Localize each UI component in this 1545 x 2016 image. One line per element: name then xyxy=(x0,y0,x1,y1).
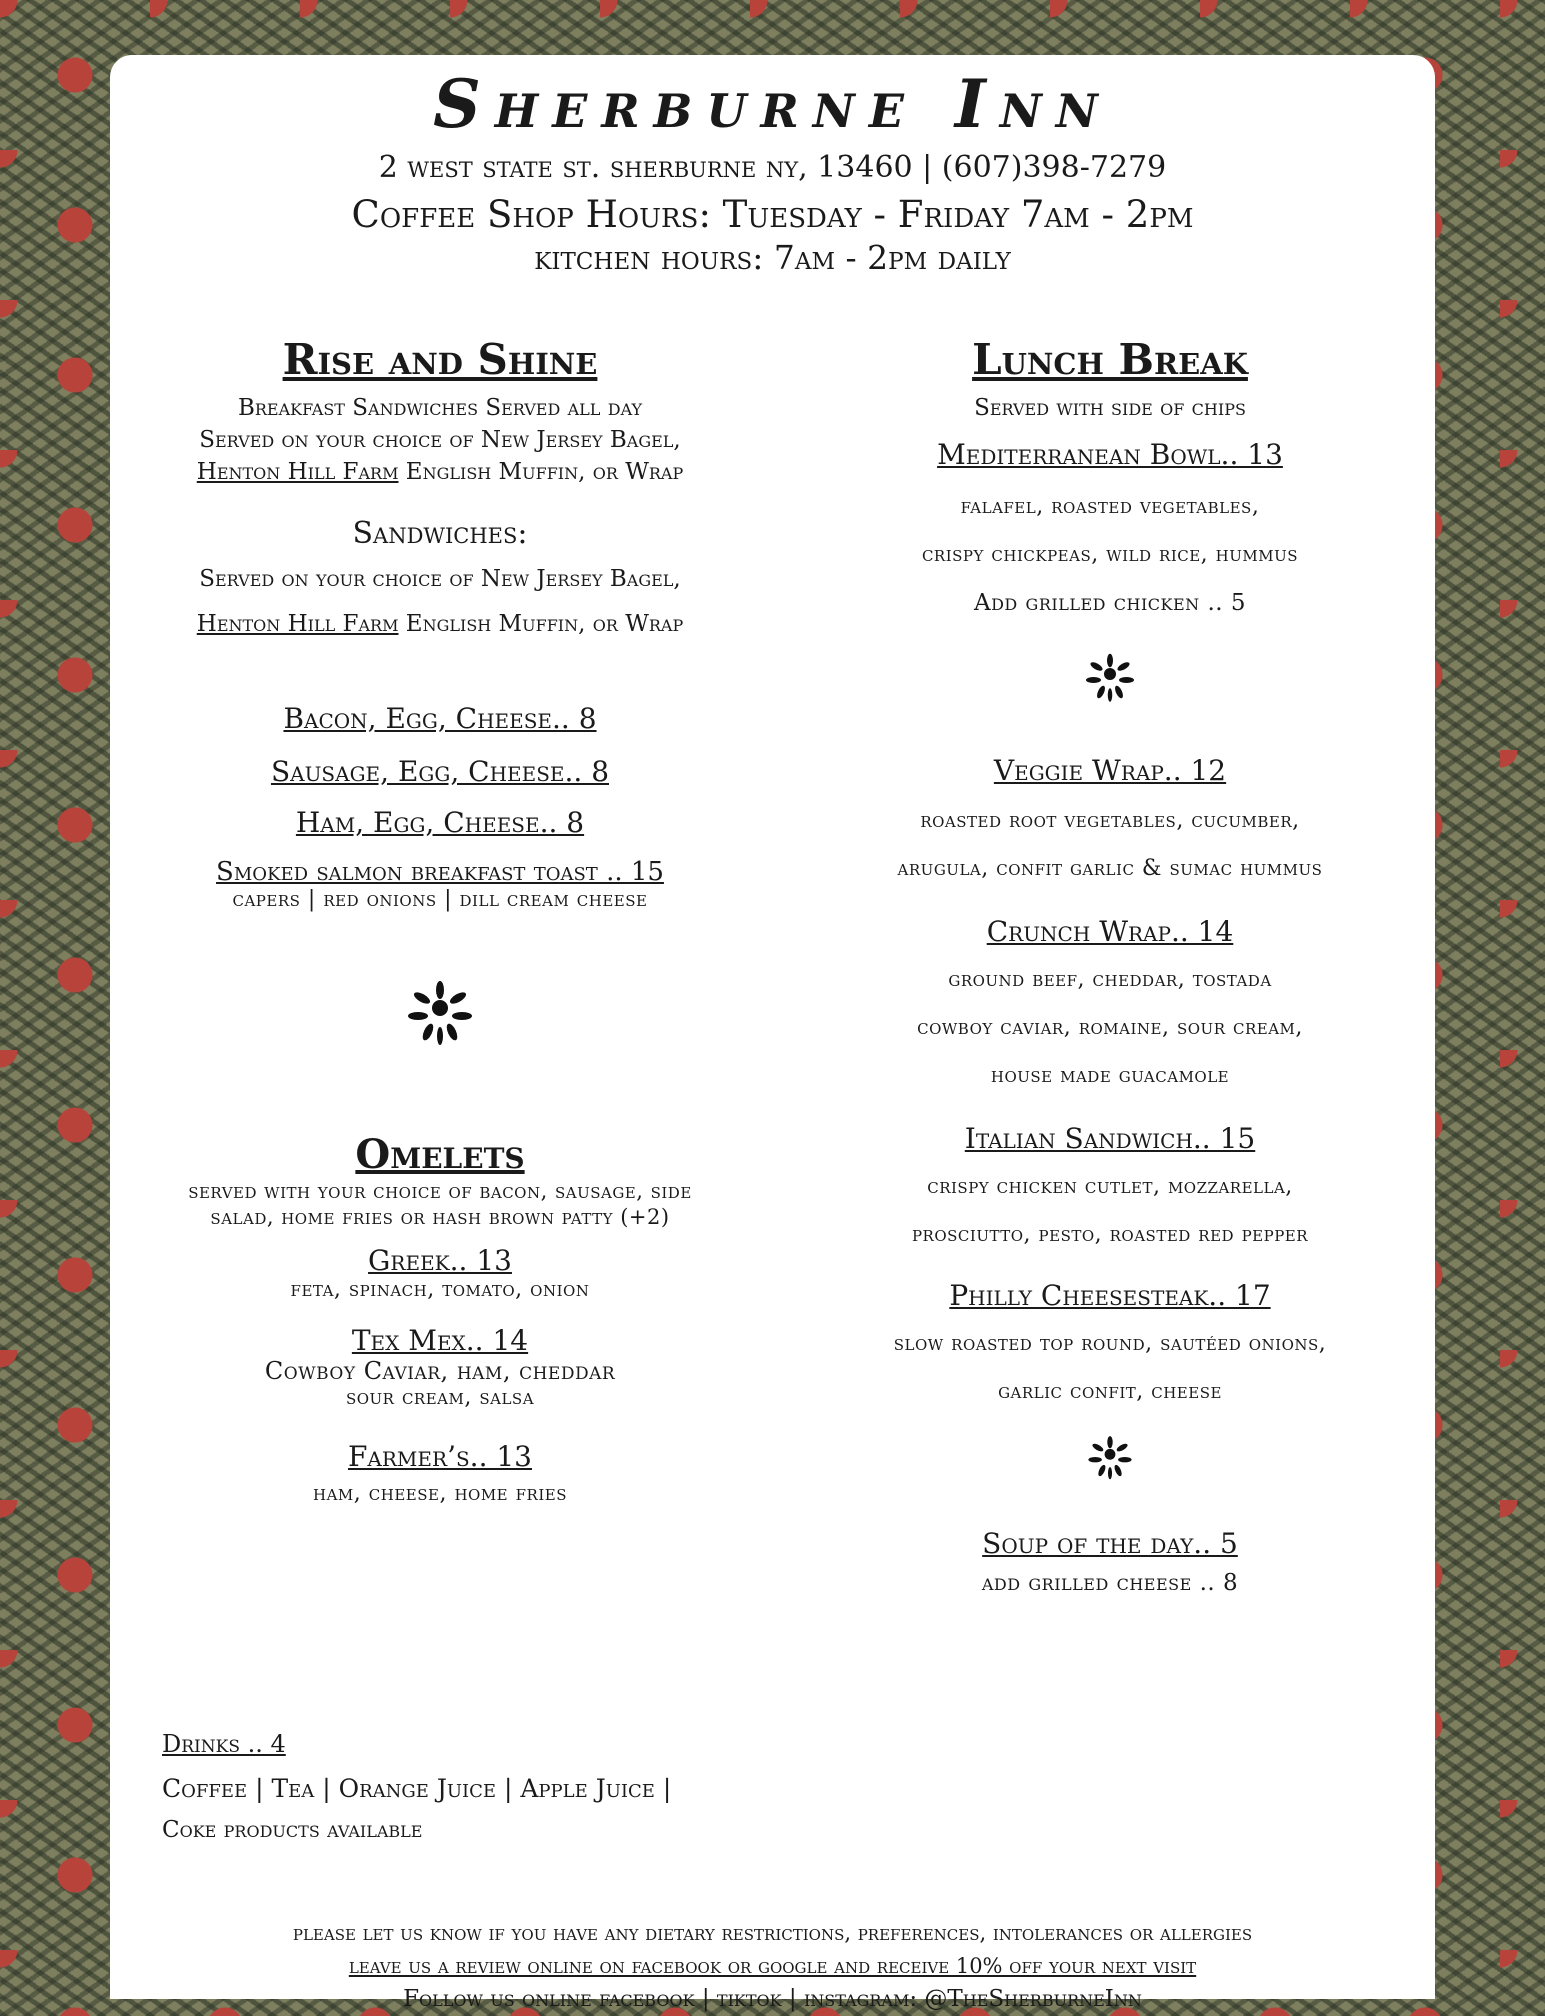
mediterranean-add-chicken: Add grilled chicken .. 5 xyxy=(973,590,1247,616)
italian-sandwich-desc-2: prosciutto, pesto, roasted red pepper xyxy=(911,1222,1309,1247)
crunch-wrap-desc-1: ground beef, cheddar, tostada xyxy=(948,967,1272,992)
right-column xyxy=(810,335,1410,1596)
lunch-break-title: Lunch Break xyxy=(972,335,1248,384)
omelets-note-2: salad, home fries or hash brown patty (+2) xyxy=(210,1205,670,1229)
breakfast-note-2: Served on your choice of New Jersey Bagel, xyxy=(199,427,681,453)
omelet-farmers: Farmer’s.. 13 xyxy=(348,1440,532,1473)
drinks-title: Drinks .. 4 xyxy=(162,1730,286,1758)
sandwiches-note-1: Served on your choice of New Jersey Bagel, xyxy=(199,566,681,592)
philly-desc-1: slow roasted top round, sautéed onions, xyxy=(893,1331,1327,1356)
drinks-section xyxy=(162,1730,762,1843)
menu-item-ham-egg-cheese: Ham, Egg, Cheese.. 8 xyxy=(295,806,585,839)
lunch-item-philly-cheesesteak: Philly Cheesesteak.. 17 xyxy=(949,1279,1271,1312)
omelet-greek: Greek.. 13 xyxy=(368,1244,512,1277)
kitchen-hours: kitchen hours: 7am - 2pm daily xyxy=(534,238,1011,278)
menu-item-sausage-egg-cheese: Sausage, Egg, Cheese.. 8 xyxy=(270,755,610,788)
drinks-coke-note: Coke products available xyxy=(162,1817,423,1843)
veggie-wrap-desc-2: arugula, confit garlic & sumac hummus xyxy=(897,856,1323,881)
menu-item-smoked-salmon-toast: Smoked salmon breakfast toast .. 15 xyxy=(216,857,664,887)
lunch-item-crunch-wrap: Crunch Wrap.. 14 xyxy=(986,915,1234,948)
address-phone: 2 west state st. sherburne ny, 13460 | (607)398-7279 xyxy=(378,150,1167,186)
crunch-wrap-desc-3: house made guacamole xyxy=(990,1063,1230,1088)
omelets-title: Omelets xyxy=(355,1131,525,1178)
omelet-tex-mex-desc-1: Cowboy Caviar, ham, cheddar xyxy=(264,1357,616,1385)
menu-item-bacon-egg-cheese: Bacon, Egg, Cheese.. 8 xyxy=(283,702,597,735)
omelet-greek-desc: feta, spinach, tomato, onion xyxy=(290,1277,590,1302)
sandwiches-title: Sandwiches: xyxy=(352,516,528,551)
drinks-list: Coffee | Tea | Orange Juice | Apple Juice | xyxy=(162,1774,672,1803)
lunch-item-mediterranean-bowl: Mediterranean Bowl.. 13 xyxy=(937,438,1283,471)
left-column xyxy=(120,335,760,1506)
lunch-item-veggie-wrap: Veggie Wrap.. 12 xyxy=(993,754,1227,787)
omelets-note-1: served with your choice of bacon, sausage, side xyxy=(188,1179,692,1203)
philly-desc-2: garlic confit, cheese xyxy=(998,1379,1222,1404)
coffee-shop-hours: Coffee Shop Hours: Tuesday - Friday 7am - 2pm xyxy=(351,193,1194,237)
sandwiches-note-2: Henton Hill Farm English Muffin, or Wrap xyxy=(196,611,684,637)
smoked-salmon-desc: capers | red onions | dill cream cheese xyxy=(232,887,648,912)
henton-hill-farm: Henton Hill Farm xyxy=(196,459,399,485)
flower-ornament-icon xyxy=(810,647,1410,716)
breakfast-note-1: Breakfast Sandwiches Served all day xyxy=(237,395,643,421)
menu-footer xyxy=(110,1917,1435,2016)
lunch-item-soup-of-the-day: Soup of the day.. 5 xyxy=(982,1527,1238,1560)
lunch-subtitle: Served with side of chips xyxy=(974,395,1246,421)
veggie-wrap-desc-1: roasted root vegetables, cucumber, xyxy=(920,808,1300,833)
omelet-tex-mex-desc-2: sour cream, salsa xyxy=(345,1385,535,1410)
mediterranean-desc-2: crispy chickpeas, wild rice, hummus xyxy=(921,542,1299,567)
breakfast-note-3: Henton Hill Farm English Muffin, or Wrap xyxy=(196,459,684,485)
omelet-farmers-desc: ham, cheese, home fries xyxy=(313,1481,567,1506)
menu-card xyxy=(110,55,1435,2012)
omelet-tex-mex: Tex Mex.. 14 xyxy=(351,1324,529,1357)
flower-ornament-icon xyxy=(120,972,760,1061)
rise-and-shine-title: Rise and Shine xyxy=(282,335,598,384)
social-media-line: Follow us online facebook | tiktok | instagram: @TheSherburneInn xyxy=(403,1986,1142,2012)
menu-header xyxy=(110,65,1435,277)
crunch-wrap-desc-2: cowboy caviar, romaine, sour cream, xyxy=(917,1015,1303,1040)
soup-add-grilled-cheese: add grilled cheese .. 8 xyxy=(981,1570,1239,1596)
restaurant-name: Sherburne Inn xyxy=(433,65,1112,143)
review-notice: leave us a review online on facebook or google and receive 10% off your next visit xyxy=(348,1954,1197,1978)
lunch-item-italian-sandwich: Italian Sandwich.. 15 xyxy=(964,1122,1256,1155)
flower-ornament-icon xyxy=(810,1430,1410,1493)
dietary-notice: please let us know if you have any dietary restrictions, preferences, intolerances or allergies xyxy=(292,1921,1253,1945)
mediterranean-desc-1: falafel, roasted vegetables, xyxy=(960,494,1260,519)
italian-sandwich-desc-1: crispy chicken cutlet, mozzarella, xyxy=(927,1174,1293,1199)
